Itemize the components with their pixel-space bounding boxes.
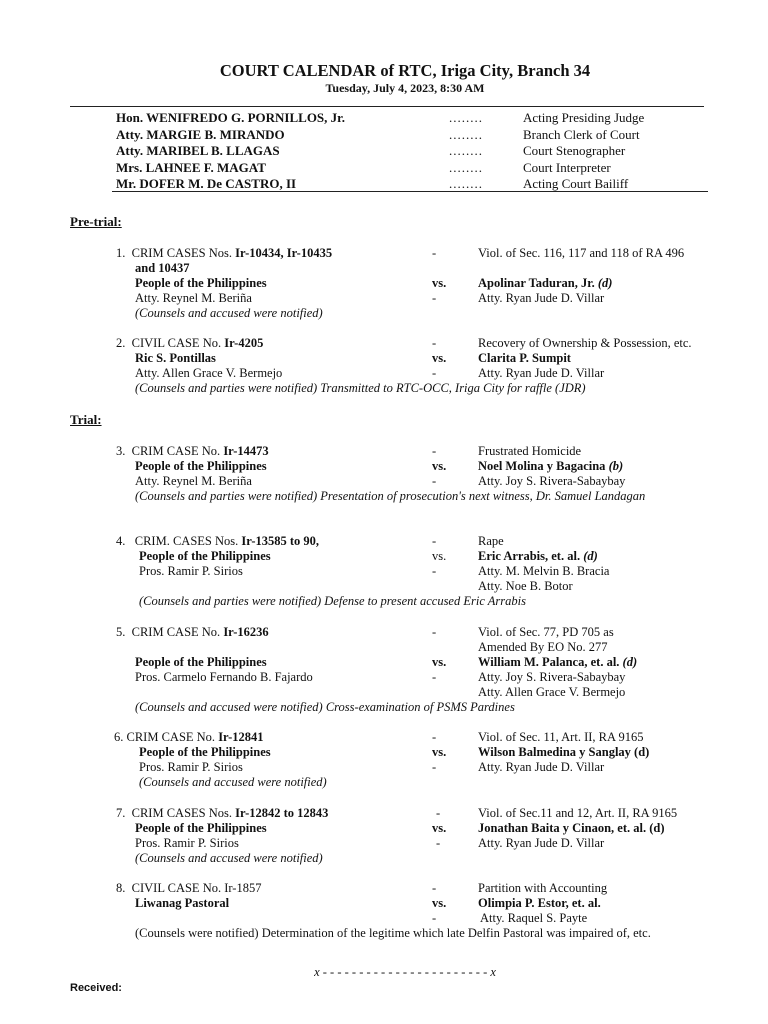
counsel-left: Pros. Ramir P. Sirios [139,760,243,774]
staff-name: Atty. MARGIE B. MIRANDO [116,126,285,142]
dash: - [436,806,441,820]
counsel-right: Atty. Ryan Jude D. Villar [478,836,605,850]
page-date: Tuesday, July 4, 2023, 8:30 AM [325,81,485,95]
counsel-left: Pros. Carmelo Fernando B. Fajardo [135,670,313,684]
case-number: 5. CRIM CASE No. Ir-16236 [116,625,269,639]
versus: vs. [432,896,447,910]
dash: - [432,366,437,380]
case-nature-cont: Amended By EO No. 277 [478,640,608,654]
counsel-right: Atty. Ryan Jude D. Villar [478,366,605,380]
case-entry [116,881,732,941]
case-number: 7. CRIM CASES Nos. Ir-12842 to 12843 [116,806,329,820]
plaintiff: People of the Philippines [139,745,271,759]
dash: - [432,564,437,578]
dash: - [432,911,437,925]
end-separator: x - - - - - - - - - - - - - - - - - - - - - - - x [314,965,496,979]
plaintiff: Ric S. Pontillas [135,351,216,365]
top-rule [70,106,704,107]
case-nature: Frustrated Homicide [478,444,582,458]
dash: - [436,836,441,850]
page-title: COURT CALENDAR of RTC, Iriga City, Branch 34 [219,61,591,80]
counsel-right: Atty. Raquel S. Payte [480,911,588,925]
case-note: (Counsels and parties were notified) Defense to present accused Eric Arrabis [139,594,526,608]
received-label: Received: [70,982,122,994]
case-entry [116,444,740,504]
staff-role: Acting Court Bailiff [523,176,629,191]
plaintiff: Liwanag Pastoral [135,896,230,910]
case-number: 1. CRIM CASES Nos. Ir-10434, Ir-10435 [116,246,333,260]
versus: vs. [432,821,447,835]
case-number: 6. CRIM CASE No. Ir-12841 [114,730,264,744]
counsel-right: Atty. Noe B. Botor [478,579,573,593]
versus: vs. [432,745,447,759]
defendant: Jonathan Baita y Cinaon, et. al. (d) [478,821,665,835]
plaintiff: People of the Philippines [135,821,267,835]
case-nature: Viol. of Sec.11 and 12, Art. II, RA 9165 [478,806,678,820]
staff-name: Atty. MARIBEL B. LLAGAS [116,143,280,158]
case-entry [114,730,738,790]
staff-role: Acting Presiding Judge [523,110,645,125]
dash: - [432,881,437,895]
counsel-left: Pros. Ramir P. Sirios [139,564,243,578]
counsel-right: Atty. Joy S. Rivera-Sabaybay [478,474,626,488]
bottom-rule [112,191,708,192]
case-note: (Counsels and parties were notified) Transmitted to RTC-OCC, Iriga City for raffle (JDR) [135,381,586,395]
versus: vs. [432,655,447,669]
dash: - [432,444,437,458]
dash: - [432,730,437,744]
case-number: 4. CRIM. CASES Nos. Ir-13585 to 90, [116,534,320,548]
staff-name: Mr. DOFER M. De CASTRO, II [116,176,297,191]
counsel-left: Atty. Reynel M. Beriña [135,474,252,488]
versus: vs. [432,351,447,365]
staff-dots: ........ [449,143,483,158]
case-number: 2. CIVIL CASE No. Ir-4205 [116,336,264,350]
counsel-right: Atty. Ryan Jude D. Villar [478,291,605,305]
staff-dots: ........ [449,176,483,191]
counsel-left: Pros. Ramir P. Sirios [135,836,239,850]
case-note: (Counsels and accused were notified) [139,775,327,789]
defendant: Eric Arrabis, et. al. (d) [478,549,598,563]
case-note: (Counsels were notified) Determination of the legitime which late Delfin Pastoral was impaired of, etc. [135,926,651,940]
defendant: William M. Palanca, et. al. (d) [478,655,638,669]
dash: - [432,670,437,684]
defendant: Olimpia P. Estor, et. al. [478,896,601,910]
counsel-left: Atty. Reynel M. Beriña [135,291,252,305]
case-nature: Viol. of Sec. 116, 117 and 118 of RA 496 [478,246,685,260]
staff-dots: ........ [449,110,483,125]
dash: - [432,291,437,305]
dash: - [432,474,437,488]
case-note: (Counsels and accused were notified) [135,851,323,865]
staff-row [116,160,716,177]
staff-list [116,110,716,193]
case-nature: Partition with Accounting [478,881,608,895]
staff-role: Court Stenographer [523,143,626,158]
staff-row [116,110,716,127]
plaintiff: People of the Philippines [139,549,271,563]
staff-name: Mrs. LAHNEE F. MAGAT [116,159,266,175]
case-nature: Rape [478,534,504,548]
case-entry [116,806,740,866]
plaintiff: People of the Philippines [135,459,267,473]
dash: - [432,625,437,639]
versus: vs. [432,549,447,563]
counsel-right: Atty. Allen Grace V. Bermejo [478,685,626,699]
case-nature: Viol. of Sec. 11, Art. II, RA 9165 [478,730,644,744]
versus: vs. [432,459,447,473]
staff-role: Branch Clerk of Court [523,126,640,142]
case-note: (Counsels and accused were notified) Cross-examination of PSMS Pardines [135,700,515,714]
counsel-right: Atty. M. Melvin B. Bracia [478,564,610,578]
counsel-right: Atty. Ryan Jude D. Villar [478,760,605,774]
case-nature: Viol. of Sec. 77, PD 705 as [478,625,614,639]
case-number: 3. CRIM CASE No. Ir-14473 [116,444,269,458]
staff-row [116,127,716,144]
plaintiff: People of the Philippines [135,655,267,669]
versus: vs. [432,276,447,290]
case-entry [116,336,740,396]
section-pretrial: Pre-trial: [70,214,122,229]
case-entry [116,246,740,321]
defendant: Wilson Balmedina y Sanglay (d) [478,745,650,759]
case-entry [116,625,740,715]
plaintiff: People of the Philippines [135,276,267,290]
staff-row [116,143,716,160]
case-note: (Counsels and parties were notified) Presentation of prosecution's next witness, Dr. Samuel Landagan [135,489,646,503]
defendant: Noel Molina y Bagacina (b) [478,459,624,473]
counsel-left: Atty. Allen Grace V. Bermejo [135,366,283,380]
dash: - [432,336,437,350]
section-trial: Trial: [70,412,102,427]
staff-dots: ........ [449,159,483,175]
dash: - [432,760,437,774]
staff-role: Court Interpreter [523,159,611,175]
case-number: 8. CIVIL CASE No. Ir-1857 [116,881,262,895]
staff-dots: ........ [449,126,483,142]
staff-name: Hon. WENIFREDO G. PORNILLOS, Jr. [116,110,345,125]
case-note: (Counsels and accused were notified) [135,306,323,320]
case-number-cont: and 10437 [135,261,190,275]
defendant: Apolinar Taduran, Jr. (d) [478,276,613,290]
case-nature: Recovery of Ownership & Possession, etc. [478,336,692,350]
counsel-right: Atty. Joy S. Rivera-Sabaybay [478,670,626,684]
dash: - [432,246,437,260]
defendant: Clarita P. Sumpit [478,351,571,365]
dash: - [432,534,437,548]
case-entry [116,534,740,609]
